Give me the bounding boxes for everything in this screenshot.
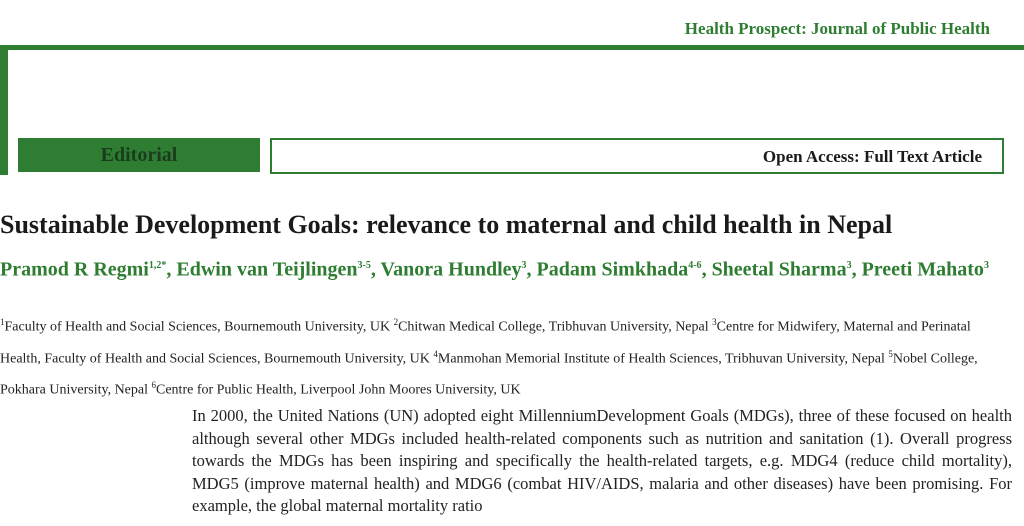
affiliation-text: Chitwan Medical College, Tribhuvan University, Nepal	[398, 319, 713, 335]
author-name: Edwin van Teijlingen	[176, 258, 358, 281]
affiliation-text: Faculty of Health and Social Sciences, Bournemouth University, UK	[4, 319, 394, 335]
affiliation-number: 4	[433, 348, 438, 359]
affiliation-number: 6	[151, 380, 156, 391]
author-name: Sheetal Sharma	[711, 258, 847, 281]
author-name: Pramod R Regmi	[0, 258, 149, 281]
author-affiliation-mark: 4-6	[688, 260, 702, 271]
affiliation-text: Nobel College, Pokhara University, Nepal	[0, 351, 978, 398]
access-box	[270, 138, 1004, 174]
access-label: Open Access: Full Text Article	[762, 147, 982, 166]
author-affiliation-mark: 3	[983, 260, 989, 271]
author-separator: ,	[851, 258, 862, 281]
author-separator: ,	[701, 258, 712, 281]
affiliation-number: 2	[393, 317, 399, 327]
author-name: Padam Simkhada	[536, 258, 689, 281]
section-label: Editorial	[18, 138, 260, 172]
affiliation-number: 5	[888, 348, 893, 359]
affiliation-number: 1	[0, 317, 5, 327]
journal-name: Health Prospect: Journal of Public Health	[684, 19, 990, 38]
author-separator: ,	[526, 258, 537, 281]
author-affiliation-mark: 1,2*	[148, 260, 167, 271]
author-separator: ,	[370, 258, 381, 281]
left-accent-bar	[0, 45, 8, 175]
author-list	[0, 252, 1000, 284]
affiliation-list	[0, 309, 1010, 404]
author-name: Preeti Mahato	[861, 258, 984, 281]
author-name: Vanora Hundley	[380, 258, 522, 281]
article-title: Sustainable Development Goals: relevance to maternal and child health in Nepal	[0, 210, 893, 239]
author-affiliation-mark: 3	[846, 260, 852, 271]
author-affiliation-mark: 3	[521, 260, 527, 271]
body-paragraph: In 2000, the United Nations (UN) adopted eight MillenniumDevelopment Goals (MDGs), three of these focused on health although several other MDGs included health-related components such as nutrition and sanitation (1). Overall progress towards the MDGs has been inspiring and specifically the health-related targets, e.g. MDG4 (reduce child mortality), MDG5 (improve maternal health) and MDG6 (combat HIV/AIDS, malaria and other diseases) have been promising. For example, the global maternal mortality ratio	[192, 406, 1012, 515]
affiliation-number: 3	[712, 317, 717, 327]
author-affiliation-mark: 3-5	[357, 260, 371, 271]
affiliation-text: Centre for Midwifery, Maternal and Perinatal Health, Faculty of Health and Social Sciences, Bournemouth University, UK	[0, 319, 971, 367]
author-separator: ,	[166, 258, 177, 281]
affiliation-text: Manmohan Memorial Institute of Health Sciences, Tribhuvan University, Nepal	[437, 351, 889, 367]
affiliation-text: Centre for Public Health, Liverpool John Moores University, UK	[156, 382, 521, 398]
header-rule	[0, 45, 1024, 50]
